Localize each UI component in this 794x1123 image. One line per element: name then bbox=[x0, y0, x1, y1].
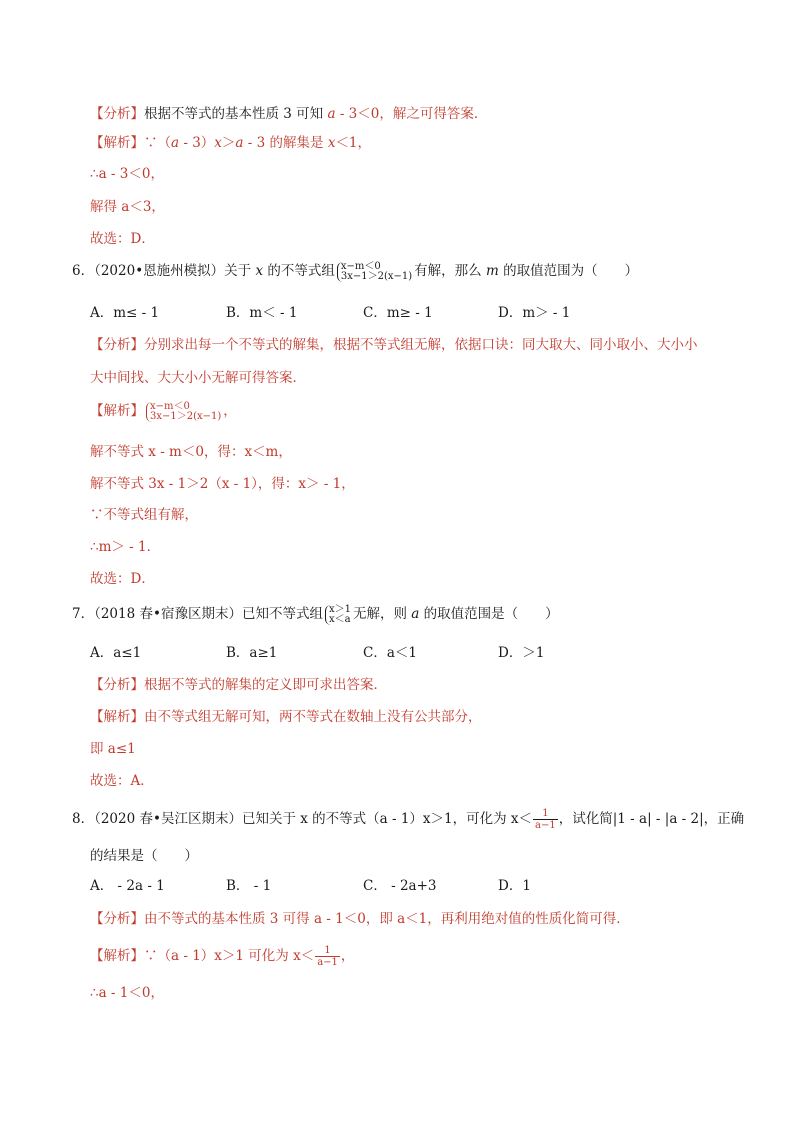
q5-solution: 【解析】∵（a - 3）x＞a - 3 的解集是 x＜1， bbox=[90, 135, 372, 151]
q8-solution: 【解析】∵（a - 1）x＞1 可化为 x＜ $\frac{1}{a-1}$ ， bbox=[90, 945, 355, 968]
q5-step-1: ∴a - 3＜0， bbox=[90, 166, 164, 182]
option-b: B． - 1 bbox=[226, 878, 272, 894]
analysis-tag: 【分析】 bbox=[90, 106, 144, 122]
q8-step-1: ∴a - 1＜0， bbox=[90, 985, 164, 1001]
inequality-system: x＞1 x＜a bbox=[325, 605, 351, 625]
option-d: D．1 bbox=[498, 878, 531, 894]
q6-step-4: ∴m＞ - 1． bbox=[90, 539, 161, 555]
q6-step-1: 解不等式 x - m＜0，得：x＜m， bbox=[90, 444, 292, 460]
q7-stem: 7．（2018 春•宿豫区期末）已知不等式组 x＞1 x＜a 无解，则 a 的取值范围是（ ） bbox=[72, 603, 559, 625]
q6-step-2: 解不等式 3x - 1＞2（x - 1），得：x＞ - 1， bbox=[90, 476, 355, 492]
q6-stem: 6．（2020•恩施州模拟）关于 x 的不等式组 x−m＜0 3x−1＞2(x−1) 有解，那么 m 的取值范围为（ ） bbox=[72, 260, 639, 282]
fraction: $\frac{1}{a-1}$ bbox=[317, 945, 338, 968]
solution-tag: 【解析】 bbox=[90, 948, 144, 964]
option-c: C．a＜1 bbox=[363, 645, 417, 661]
solution-tag: 【解析】 bbox=[90, 709, 144, 725]
fraction: $\frac{1}{a-1}$ bbox=[535, 808, 556, 831]
analysis-tag: 【分析】 bbox=[90, 911, 144, 927]
q7-analysis: 【分析】根据不等式的解集的定义即可求出答案． bbox=[90, 677, 387, 693]
q7-answer: 故选：A． bbox=[90, 773, 154, 789]
q5-analysis: 【分析】根据不等式的基本性质 3 可知 a - 3＜0，解之可得答案． bbox=[90, 106, 488, 122]
q7-step-1: 即 a≤1 bbox=[90, 741, 136, 757]
option-d: D．＞1 bbox=[498, 645, 545, 661]
q6-analysis-2: 大中间找、大大小小无解可得答案． bbox=[90, 370, 306, 386]
solution-tag: 【解析】 bbox=[90, 135, 144, 151]
q6-answer: 故选：D． bbox=[90, 571, 155, 587]
analysis-tag: 【分析】 bbox=[90, 677, 144, 693]
option-c: C． - 2a+3 bbox=[363, 878, 437, 894]
q5-step-2: 解得 a＜3， bbox=[90, 199, 165, 215]
q6-analysis-1: 【分析】分别求出每一个不等式的解集，根据不等式组无解，依据口诀：同大取大、同小取小、大小小 bbox=[90, 337, 698, 353]
option-b: B．a≥1 bbox=[226, 645, 278, 661]
option-c: C．m≥ - 1 bbox=[363, 305, 433, 321]
q6-solution: 【解析】 x−m＜0 3x−1＞2(x−1) ， bbox=[90, 400, 237, 422]
option-a: A．m≤ - 1 bbox=[90, 305, 160, 321]
option-d: D．m＞ - 1 bbox=[498, 305, 571, 321]
q8-stem-2: 的结果是（ ） bbox=[90, 848, 198, 864]
inequality-system: x−m＜0 3x−1＞2(x−1) bbox=[337, 262, 412, 282]
q6-step-3: ∵不等式组有解， bbox=[90, 507, 198, 523]
option-a: A． - 2a - 1 bbox=[90, 878, 165, 894]
analysis-tag: 【分析】 bbox=[90, 337, 144, 353]
q5-answer: 故选：D． bbox=[90, 231, 155, 247]
q8-stem: 8．（2020 春•吴江区期末）已知关于 x 的不等式（a - 1）x＞1，可化为 x＜ $\frac{1}{a-1}$ ，试化简|1 - a| - |a - 2|，正确 bbox=[72, 808, 745, 831]
inequality-system: x−m＜0 3x−1＞2(x−1) bbox=[146, 402, 221, 422]
option-b: B．m＜ - 1 bbox=[226, 305, 298, 321]
option-a: A．a≤1 bbox=[90, 645, 142, 661]
solution-tag: 【解析】 bbox=[90, 403, 144, 419]
q8-analysis: 【分析】由不等式的基本性质 3 可得 a - 1＜0，即 a＜1，再利用绝对值的性质化简可得． bbox=[90, 911, 630, 927]
q7-solution: 【解析】由不等式组无解可知，两不等式在数轴上没有公共部分， bbox=[90, 709, 482, 725]
